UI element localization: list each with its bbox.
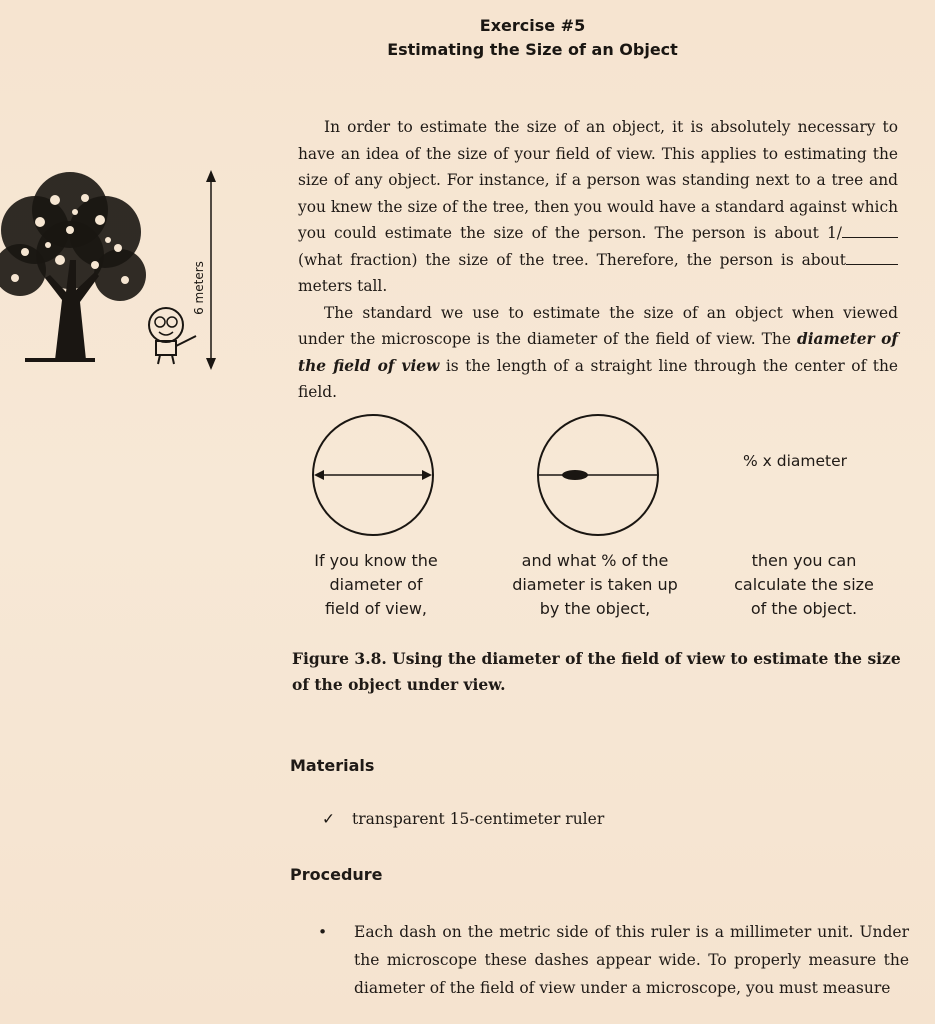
caption-2-line-3: by the object,	[539, 599, 651, 618]
meters-blank	[846, 250, 898, 265]
intro-paragraph-2	[298, 300, 898, 406]
intro-p1-mid: the size of the tree. Therefore, the person is about	[425, 250, 846, 269]
height-arrow	[206, 170, 216, 370]
intro-text	[298, 114, 898, 406]
object-shape	[562, 470, 588, 480]
checkmark-icon: ✓	[322, 810, 335, 828]
caption-1-line-2: diameter of	[329, 575, 423, 594]
figure-caption: Figure 3.8. Using the diameter of the field of view to estimate the size of the object under view.	[292, 649, 901, 694]
procedure-heading: Procedure	[290, 865, 383, 884]
exercise-title: Estimating the Size of an Object	[387, 40, 678, 59]
intro-p1-end: meters tall.	[298, 277, 388, 295]
caption-2-line-1: and what % of the	[521, 551, 669, 570]
caption-step-3	[715, 549, 893, 621]
caption-2-line-2: diameter is taken up	[512, 575, 678, 594]
caption-1-line-3: field of view,	[324, 599, 428, 618]
caption-3-line-1: then you can	[751, 551, 857, 570]
intro-p2-end: is the length of a straight line through the center of the field.	[298, 356, 898, 401]
field-of-view-circle-object	[533, 410, 663, 540]
intro-p2-start: The standard we use to estimate the size of an object when viewed under the microscope is the diameter of the field of view. The	[298, 303, 898, 348]
person-icon	[149, 308, 196, 364]
diameter-term: diameter of the field of view	[298, 330, 898, 375]
fraction-blank	[842, 223, 898, 238]
percent-diameter-label: % x diameter	[742, 452, 848, 470]
intro-paragraph-1	[298, 114, 898, 300]
field-of-view-circle-diameter	[308, 410, 438, 540]
tree-icon	[0, 172, 146, 362]
fraction-hint: (what fraction)	[298, 250, 418, 269]
height-label: 6 meters	[192, 261, 206, 315]
tree-person-illustration	[0, 160, 230, 380]
materials-item-text: transparent 15-centimeter ruler	[352, 810, 605, 828]
procedure-item-text: Each dash on the metric side of this ruler is a millimeter unit. Under the microscope these dashes appear wide. To properly measure the diameter of the field of view under a microscope, you must measure	[354, 923, 909, 997]
caption-1-line-1: If you know the	[314, 551, 438, 570]
caption-3-line-2: calculate the size	[734, 575, 874, 594]
caption-step-2	[500, 549, 690, 621]
materials-item	[322, 810, 604, 828]
caption-3-line-3: of the object.	[750, 599, 858, 618]
intro-p1-text: In order to estimate the size of an object, it is absolutely necessary to have an idea of the size of your field of view. This applies to estimating the size of any object. For instance, if a person was standing next to a tree and you knew the size of the tree, then you would have a standard against which you could estimate the size of the person. The person is about 1/	[298, 118, 898, 242]
caption-step-1	[296, 549, 456, 621]
bullet-icon: •	[318, 923, 328, 941]
materials-heading: Materials	[290, 756, 375, 775]
exercise-number: Exercise #5	[479, 16, 586, 35]
